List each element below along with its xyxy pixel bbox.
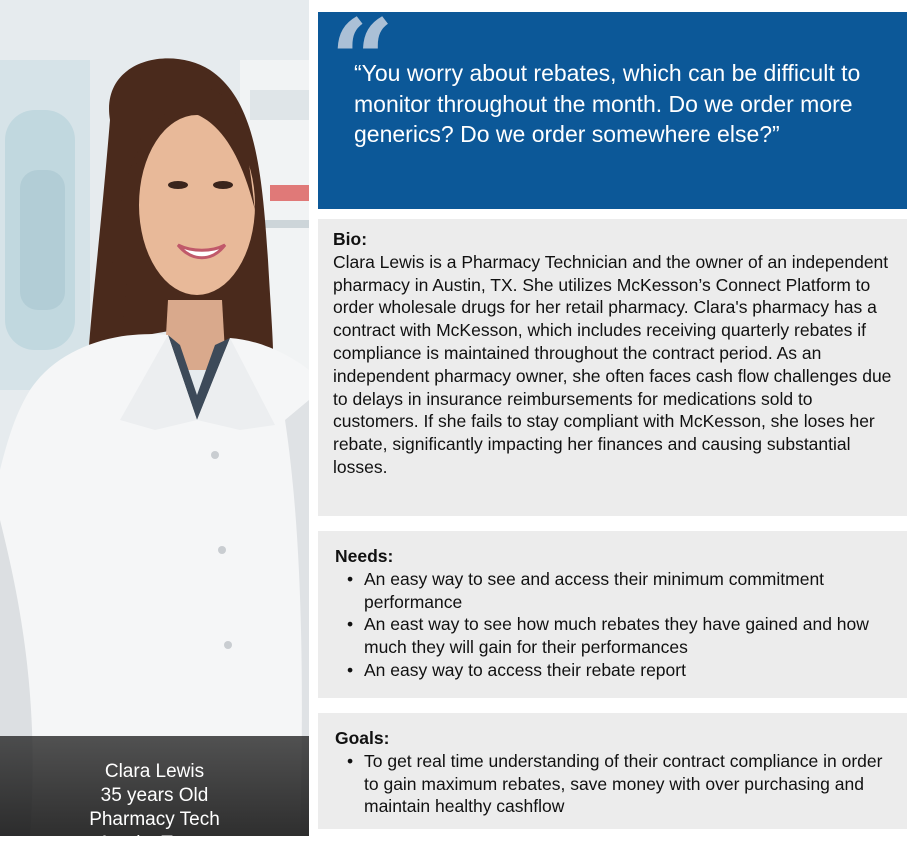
list-item: [347, 750, 897, 818]
persona-role: Pharmacy Tech: [89, 809, 220, 830]
persona-age: 35 years Old: [100, 785, 209, 806]
goal-text: To get real time understanding of their contract compliance in order to gain maximum rebates, save money with over purchasing and maintain healthy cashflow: [364, 750, 883, 817]
bullet-icon: •: [347, 750, 354, 771]
need-text: An easy way to access their rebate report: [364, 659, 686, 680]
goals-list: [335, 750, 897, 818]
list-item: [347, 568, 897, 614]
bullet-icon: •: [347, 568, 354, 589]
need-text: An east way to see how much rebates they have gained and how much they will gain for their performances: [364, 614, 869, 658]
persona-photo: [0, 0, 309, 854]
needs-card: [318, 531, 907, 698]
bio-title: Bio:: [333, 229, 368, 249]
quote-box: [318, 0, 907, 209]
goals-title: Goals:: [335, 728, 390, 748]
list-item: [347, 613, 897, 659]
bio-text: Clara Lewis is a Pharmacy Technician and the owner of an independent pharmacy in Austin, TX. She utilizes McKesson’s Connect Platform to order wholesale drugs for her retail pharmacy. Clara's pharmacy has a contract with McKesson, which includes receiving quarterly rebates if compliance is maintained throughout the contract period. As an independent pharmacy owner, she often faces cash flow challenges due to delays in insurance reimbursements for medications sold to customers. If she fails to stay compliant with McKesson, she loses her rebate, significantly impacting her finances and causing substantial losses.: [333, 251, 892, 477]
bio-card: [318, 219, 907, 516]
persona-name: Clara Lewis: [104, 761, 205, 782]
quote-mark-icon: “: [330, 0, 395, 127]
pharmacist-illustration: [0, 0, 309, 836]
needs-title: Needs:: [335, 546, 394, 566]
bullet-icon: •: [347, 659, 354, 680]
persona-location: Austin, Texas: [98, 833, 211, 854]
goals-card: [318, 713, 907, 829]
quote-text: “You worry about rebates, which can be difficult to monitor throughout the month. Do we order more generics? Do we order somewhere else?”: [354, 60, 861, 147]
needs-list: [335, 568, 897, 682]
list-item: [347, 659, 897, 682]
persona-caption: [0, 736, 309, 854]
need-text: An easy way to see and access their minimum commitment performance: [364, 568, 825, 612]
bullet-icon: •: [347, 614, 354, 635]
